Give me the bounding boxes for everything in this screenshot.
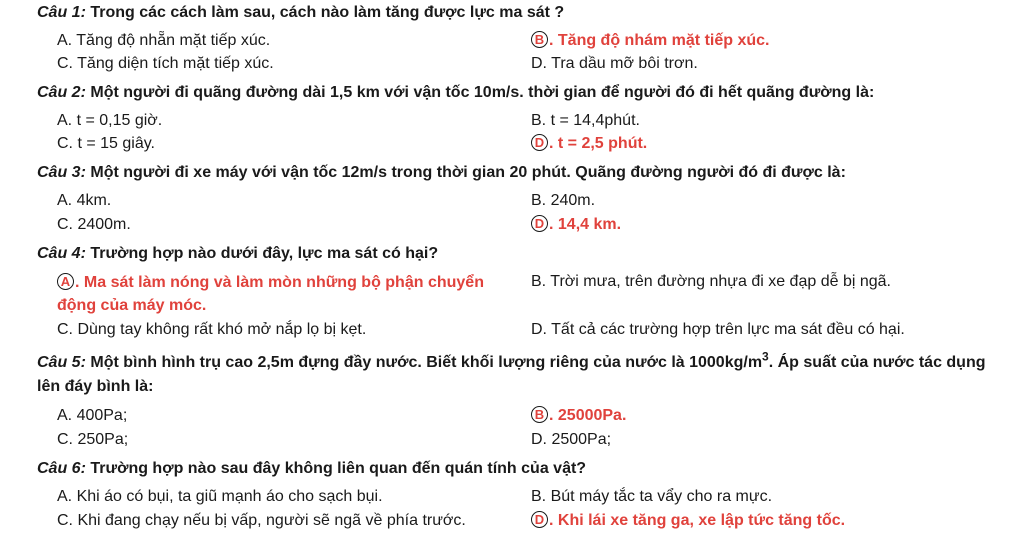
option-text: . 14,4 km. [549,216,622,233]
option-d: D. 2500Pa; [531,431,612,448]
option-text: . t = 2,5 phút. [549,135,648,152]
question-label: Câu 4: [37,245,86,262]
question-text-cont: . Áp suất của nước tác dụng lên đáy bình là: [37,354,986,395]
option-a: A. 400Pa; [57,407,128,424]
question-label: Câu 6: [37,460,86,477]
option-b: B. 240m. [531,192,596,209]
option-d-answer [531,510,845,532]
option-b-answer [531,30,769,52]
question-label: Câu 3: [37,164,86,181]
option-text: . 25000Pa. [549,407,627,424]
question-label: Câu 2: [37,84,86,101]
question-5 [37,351,1004,399]
option-c: C. Tăng diện tích mặt tiếp xúc. [57,55,274,72]
option-d: D. Tất cả các trường hợp trên lực ma sát đều có hại. [531,321,905,338]
question-text: Một người đi xe máy với vận tốc 12m/s trong thời gian 20 phút. Quãng đường người đó đi được là: [90,164,846,181]
option-c: C. t = 15 giây. [57,135,155,152]
option-d-answer [531,133,647,155]
option-b: B. Trời mưa, trên đường nhựa đi xe đạp dễ bị ngã. [531,273,891,290]
question-text: Trường hợp nào sau đây không liên quan đến quán tính của vật? [90,460,587,477]
option-a: A. t = 0,15 giờ. [57,112,163,129]
question-4 [37,243,1004,265]
option-d: D. Tra dầu mỡ bôi trơn. [531,55,698,72]
option-b: B. Bút máy tắc ta vẩy cho ra mực. [531,488,773,505]
question-2 [37,82,1004,104]
option-c: C. Dùng tay không rất khó mở nắp lọ bị kẹt. [57,321,367,338]
option-b-answer [531,405,626,427]
option-a-answer [57,271,507,317]
option-b: B. t = 14,4phút. [531,112,640,129]
question-6 [37,458,1004,480]
answer-circle-icon: A [57,273,74,290]
option-d-answer [531,214,621,236]
option-a: A. Tăng độ nhẵn mặt tiếp xúc. [57,32,271,49]
answer-circle-icon: D [531,134,548,151]
option-a: A. Khi áo có bụi, ta giũ mạnh áo cho sạch bụi. [57,488,383,505]
option-c: C. Khi đang chạy nếu bị vấp, người sẽ ngã về phía trước. [57,512,466,529]
answer-circle-icon: D [531,215,548,232]
option-c: C. 2400m. [57,216,131,233]
option-a: A. 4km. [57,192,112,209]
option-text: . Khi lái xe tăng ga, xe lập tức tăng tốc. [549,512,846,529]
question-label: Câu 1: [37,4,86,21]
question-text: Trong các cách làm sau, cách nào làm tăng được lực ma sát ? [90,4,565,21]
question-text: Trường hợp nào dưới đây, lực ma sát có hại? [90,245,439,262]
superscript: 3 [762,349,769,364]
question-3 [37,162,1004,184]
question-1 [37,2,1004,24]
option-text: . Tăng độ nhám mặt tiếp xúc. [549,32,770,49]
answer-circle-icon: B [531,406,548,423]
question-text: Một người đi quãng đường dài 1,5 km với vận tốc 10m/s. thời gian để người đó đi hết quãng đường là: [90,84,875,101]
answer-circle-icon: B [531,31,548,48]
answer-circle-icon: D [531,511,548,528]
question-text: Một bình hình trụ cao 2,5m đựng đầy nước. Biết khối lượng riêng của nước là 1000kg/m [90,354,763,371]
question-label: Câu 5: [37,354,86,371]
option-c: C. 250Pa; [57,431,129,448]
option-text: . Ma sát làm nóng và làm mòn những bộ phận chuyển động của máy móc. [57,274,484,314]
